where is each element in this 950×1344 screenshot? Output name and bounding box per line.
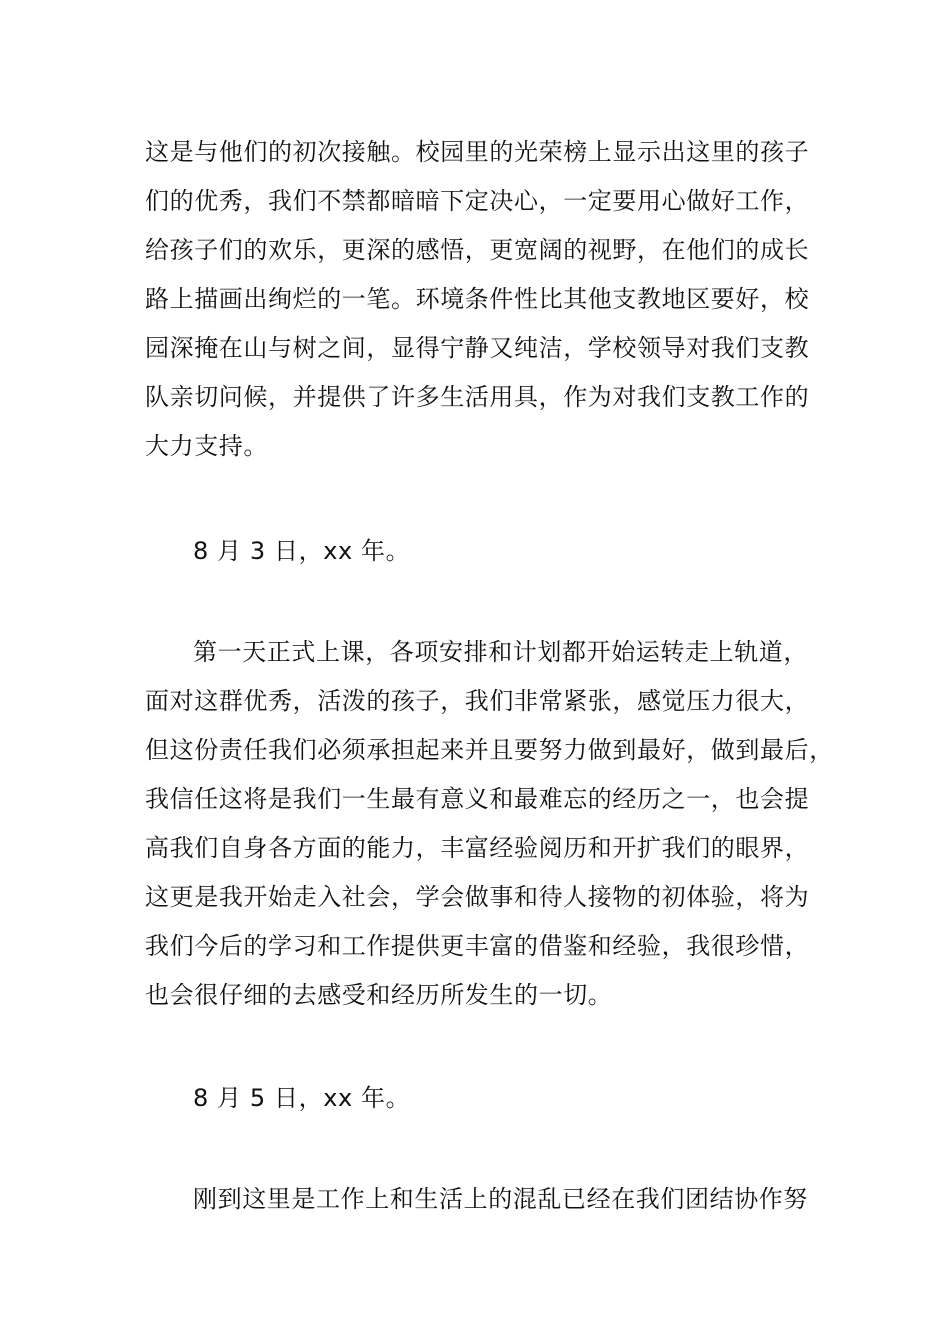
paragraph-line: 也会很仔细的去感受和经历所发生的一切。 bbox=[145, 981, 613, 1009]
date-heading-1: 8 月 3 日，xx 年。 bbox=[193, 537, 411, 565]
paragraph-line: 队亲切问候，并提供了许多生活用具，作为对我们支教工作的 bbox=[145, 383, 810, 411]
paragraph-line: 大力支持。 bbox=[145, 432, 268, 460]
paragraph-line: 这更是我开始走入社会，学会做事和待人接物的初体验，将为 bbox=[145, 883, 810, 911]
paragraph-line: 刚到这里是工作上和生活上的混乱已经在我们团结协作努 bbox=[193, 1185, 808, 1213]
paragraph-line: 我信任这将是我们一生最有意义和最难忘的经历之一，也会提 bbox=[145, 785, 810, 813]
paragraph-line: 第一天正式上课，各项安排和计划都开始运转走上轨道， bbox=[193, 638, 808, 666]
paragraph-line: 给孩子们的欢乐，更深的感悟，更宽阔的视野，在他们的成长 bbox=[145, 236, 810, 264]
paragraph-line: 路上描画出绚烂的一笔。环境条件性比其他支教地区要好，校 bbox=[145, 285, 810, 313]
paragraph-line: 这是与他们的初次接触。校园里的光荣榜上显示出这里的孩子 bbox=[145, 138, 810, 166]
paragraph-line: 园深掩在山与树之间，显得宁静又纯洁，学校领导对我们支教 bbox=[145, 334, 810, 362]
paragraph-line: 高我们自身各方面的能力，丰富经验阅历和开扩我们的眼界， bbox=[145, 834, 810, 862]
paragraph-line: 们的优秀，我们不禁都暗暗下定决心，一定要用心做好工作， bbox=[145, 187, 810, 215]
paragraph-line: 我们今后的学习和工作提供更丰富的借鉴和经验，我很珍惜， bbox=[145, 932, 810, 960]
paragraph-line: 面对这群优秀，活泼的孩子，我们非常紧张，感觉压力很大， bbox=[145, 687, 810, 715]
date-heading-2: 8 月 5 日，xx 年。 bbox=[193, 1084, 411, 1112]
paragraph-line: 但这份责任我们必须承担起来并且要努力做到最好，做到最后， bbox=[145, 736, 834, 764]
